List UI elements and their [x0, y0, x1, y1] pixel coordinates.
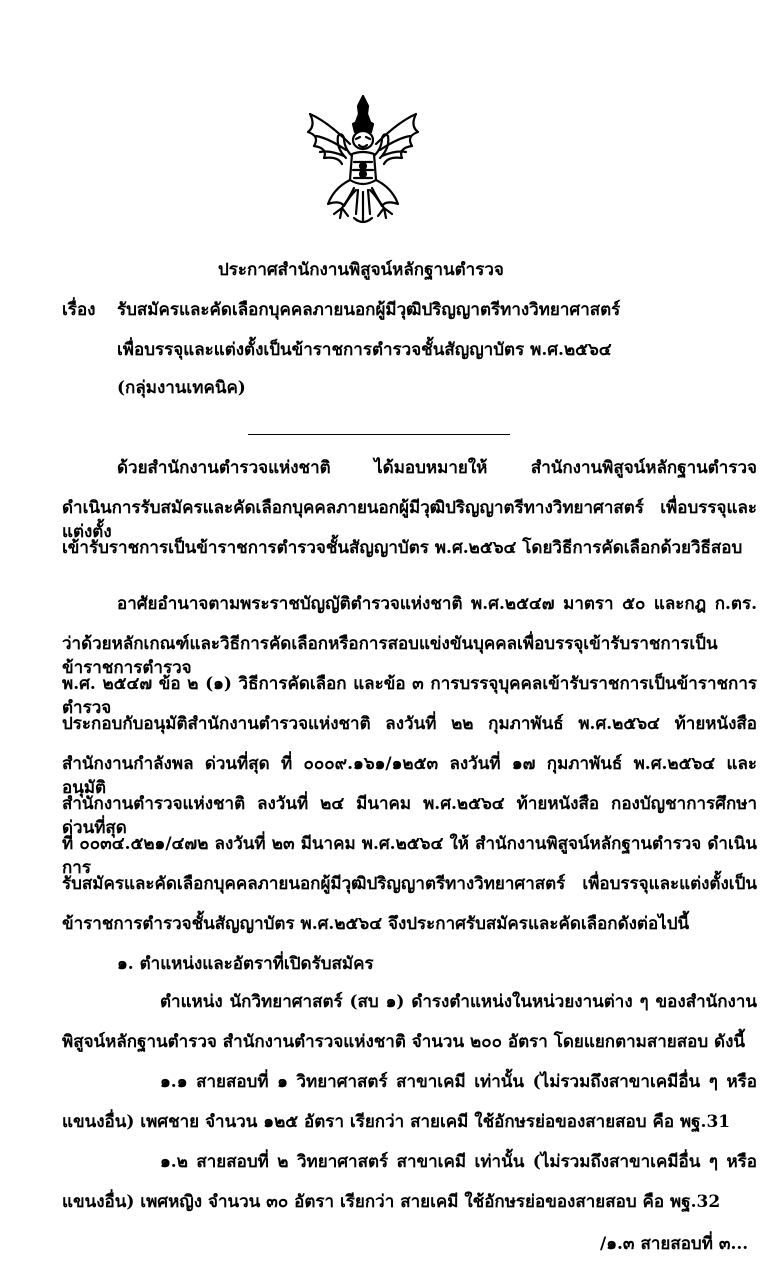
garuda-emblem-icon: [298, 92, 428, 230]
body-line: แขนงอื่น) เพศชาย จำนวน ๑๒๕ อัตรา เรียกว่า สายเคมี ใช้อักษรย่อของสายสอบ คือ พฐ.31: [62, 1112, 731, 1132]
body-line: ข้าราชการตำรวจชั้นสัญญาบัตร พ.ศ.๒๕๖๔ จึงประกาศรับสมัครและคัดเลือกดังต่อไปนี้: [62, 914, 690, 934]
body-line: ประกอบกับอนุมัติสำนักงานตำรวจแห่งชาติ ลงวันที่ ๒๒ กุมภาพันธ์ พ.ศ.๒๕๖๔ ท้ายหนังสือ: [62, 714, 757, 734]
subject-line-3: (กลุ่มงานเทคนิค): [117, 378, 246, 398]
body-line: ๑.๒ สายสอบที่ ๒ วิทยาศาสตร์ สาขาเคมี เท่านั้น (ไม่รวมถึงสาขาเคมีอื่น ๆ หรือ: [160, 1152, 757, 1172]
body-line: สำนักงานตำรวจแห่งชาติ ลงวันที่ ๒๔ มีนาคม พ.ศ.๒๕๖๔ ท้ายหนังสือ กองบัญชาการศึกษา ด่วนที่สุด: [62, 794, 757, 838]
section-heading: ๑. ตำแหน่งและอัตราที่เปิดรับสมัคร: [117, 954, 374, 974]
divider-line: [248, 434, 510, 435]
body-line: รับสมัครและคัดเลือกบุคคลภายนอกผู้มีวุฒิปริญญาตรีทางวิทยาศาสตร์ เพื่อบรรจุและแต่งตั้งเป็น: [62, 874, 757, 894]
body-line: พ.ศ. ๒๕๔๗ ข้อ ๒ (๑) วิธีการคัดเลือก และข้อ ๓ การบรรจุบุคคลเข้ารับราชการเป็นข้าราชการตำรวจ: [62, 674, 757, 718]
body-line: ที่ ๐๐๓๔.๕๒๑/๔๗๒ ลงวันที่ ๒๓ มีนาคม พ.ศ.๒๕๖๔ ให้ สำนักงานพิสูจน์หลักฐานตำรวจ ดำเนินการ: [62, 834, 757, 878]
body-line: ด้วยสำนักงานตำรวจแห่งชาติ ได้มอบหมายให้ สำนักงานพิสูจน์หลักฐานตำรวจ: [117, 458, 757, 478]
body-line: แขนงอื่น) เพศหญิง จำนวน ๓๐ อัตรา เรียกว่า สายเคมี ใช้อักษรย่อของสายสอบ คือ พฐ.32: [62, 1192, 721, 1212]
subject-label: เรื่อง: [62, 300, 96, 320]
body-line: อาศัยอำนาจตามพระราชบัญญัติตำรวจแห่งชาติ พ.ศ.๒๕๔๗ มาตรา ๕๐ และกฎ ก.ตร.: [117, 594, 757, 614]
body-line: ว่าด้วยหลักเกณฑ์และวิธีการคัดเลือกหรือการสอบแข่งขันบุคคลเพื่อบรรจุเข้ารับราชการเป็นข้าราชการตำรวจ: [62, 634, 718, 678]
body-line: พิสูจน์หลักฐานตำรวจ สำนักงานตำรวจแห่งชาติ จำนวน ๒๐๐ อัตรา โดยแยกตามสายสอบ ดังนี้: [62, 1032, 746, 1052]
body-line: ๑.๑ สายสอบที่ ๑ วิทยาศาสตร์ สาขาเคมี เท่านั้น (ไม่รวมถึงสาขาเคมีอื่น ๆ หรือ: [160, 1072, 757, 1092]
subject-line-1: รับสมัครและคัดเลือกบุคคลภายนอกผู้มีวุฒิปริญญาตรีทางวิทยาศาสตร์: [117, 300, 621, 320]
continuation-note: /๑.๓ สายสอบที่ ๓...: [600, 1234, 749, 1254]
body-line: เข้ารับราชการเป็นข้าราชการตำรวจชั้นสัญญาบัตร พ.ศ.๒๕๖๔ โดยวิธีการคัดเลือกด้วยวิธีสอบ: [62, 538, 743, 558]
body-line: สำนักงานกำลังพล ด่วนที่สุด ที่ ๐๐๐๙.๑๖๑/๑๒๕๓ ลงวันที่ ๑๗ กุมภาพันธ์ พ.ศ.๒๕๖๔ และอนุมัติ: [62, 754, 757, 798]
body-line: ดำเนินการรับสมัครและคัดเลือกบุคคลภายนอกผู้มีวุฒิปริญญาตรีทางวิทยาศาสตร์ เพื่อบรรจุและแต่งตั้ง: [62, 498, 757, 542]
announcement-title: ประกาศสำนักงานพิสูจน์หลักฐานตำรวจ: [218, 260, 504, 280]
body-line: ตำแหน่ง นักวิทยาศาสตร์ (สบ ๑) ดำรงตำแหน่งในหน่วยงานต่าง ๆ ของสำนักงาน: [160, 992, 757, 1012]
subject-line-2: เพื่อบรรจุและแต่งตั้งเป็นข้าราชการตำรวจชั้นสัญญาบัตร พ.ศ.๒๕๖๔: [117, 340, 612, 360]
